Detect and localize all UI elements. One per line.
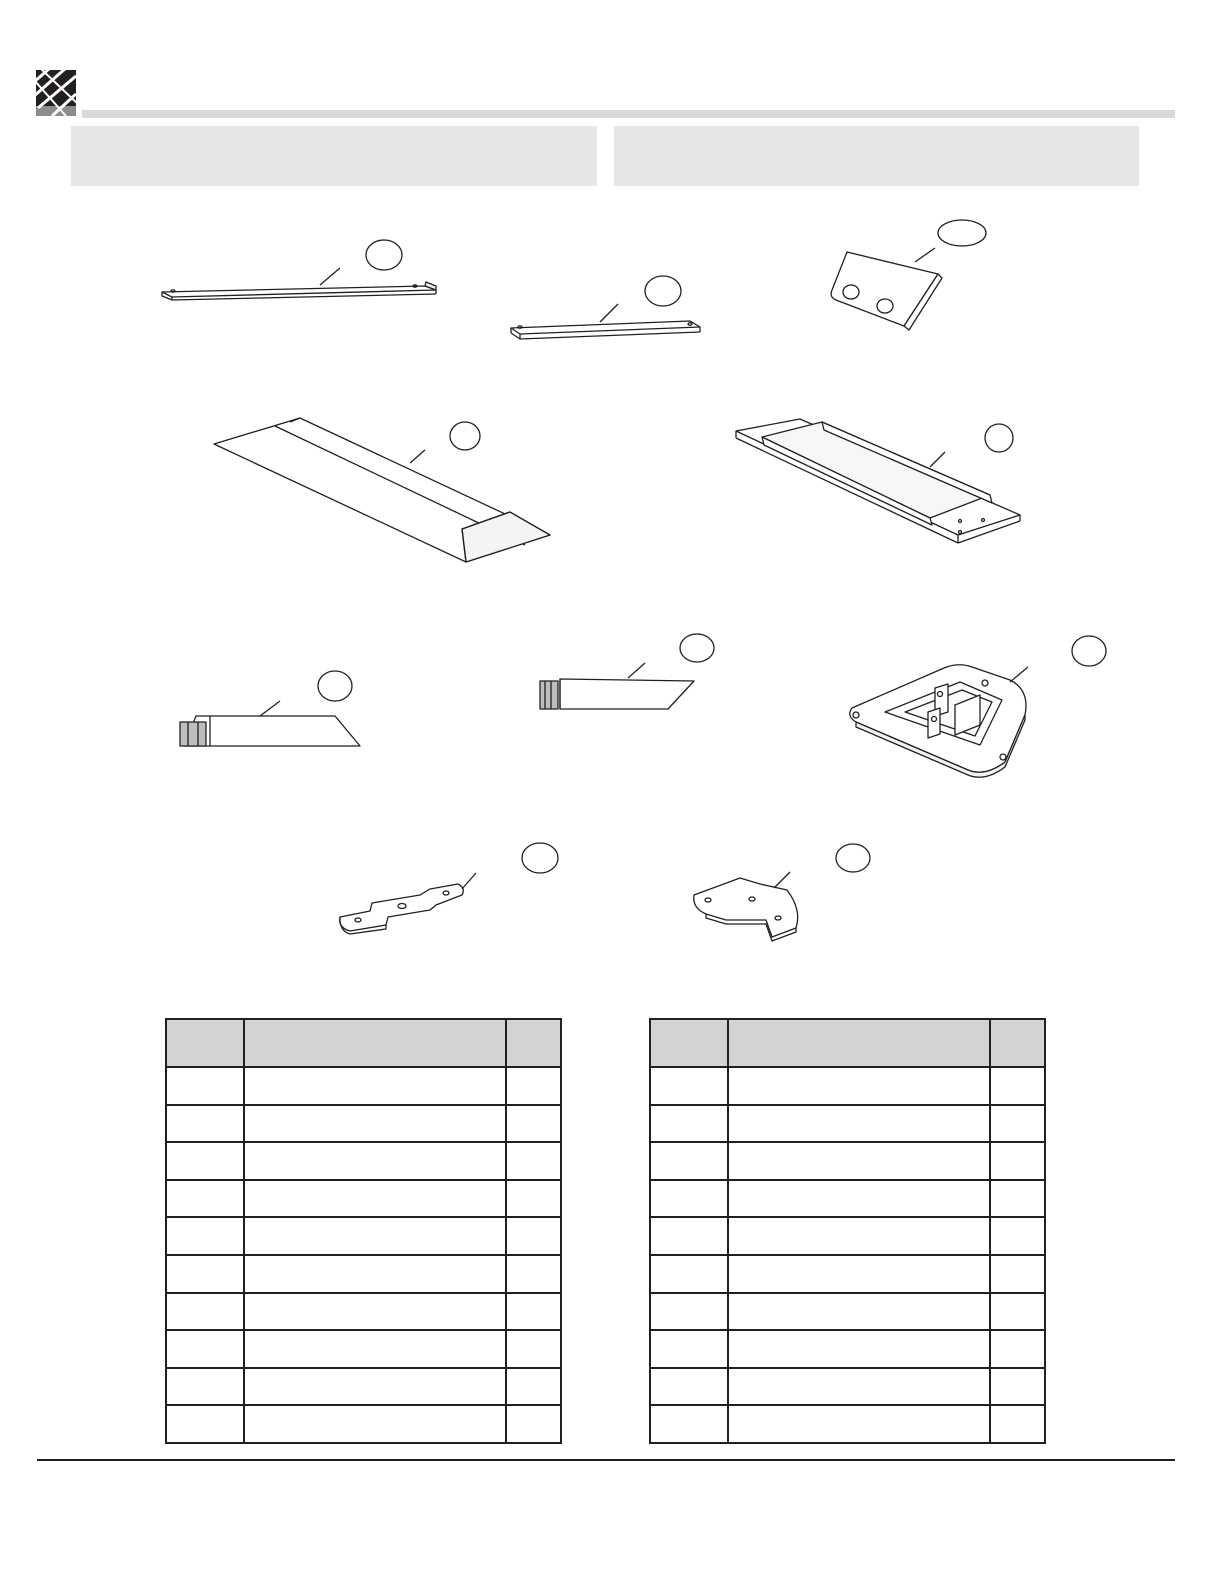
cell-part-no — [650, 1293, 728, 1331]
cell-part-no — [650, 1217, 728, 1255]
cell-qty — [506, 1255, 561, 1293]
cell-qty — [990, 1405, 1045, 1443]
cell-part-no — [166, 1142, 244, 1180]
cell-qty — [990, 1255, 1045, 1293]
cell-description — [728, 1405, 990, 1443]
table-row — [166, 1180, 561, 1218]
table-header-row — [650, 1019, 1045, 1067]
cell-qty — [506, 1368, 561, 1406]
table-row — [650, 1180, 1045, 1218]
cell-part-no — [166, 1330, 244, 1368]
cell-qty — [990, 1180, 1045, 1218]
channel-tray-icon — [736, 419, 1020, 543]
angle-plate-icon — [694, 844, 870, 941]
table-row — [166, 1142, 561, 1180]
cell-description — [244, 1330, 506, 1368]
table-row — [650, 1330, 1045, 1368]
cell-qty — [990, 1142, 1045, 1180]
cell-part-no — [166, 1105, 244, 1143]
cell-qty — [506, 1330, 561, 1368]
straight-link-plate-icon — [340, 843, 558, 934]
cell-description — [244, 1255, 506, 1293]
cell-description — [728, 1067, 990, 1105]
cell-qty — [990, 1105, 1045, 1143]
cell-part-no — [650, 1180, 728, 1218]
cell-qty — [506, 1067, 561, 1105]
table-header-row — [166, 1019, 561, 1067]
cell-part-no — [650, 1255, 728, 1293]
cell-description — [728, 1293, 990, 1331]
cell-qty — [506, 1217, 561, 1255]
cell-part-no — [166, 1405, 244, 1443]
table-row — [650, 1067, 1045, 1105]
cell-qty — [506, 1142, 561, 1180]
cell-part-no — [166, 1180, 244, 1218]
cell-part-no — [166, 1067, 244, 1105]
cell-part-no — [650, 1405, 728, 1443]
table-row — [166, 1405, 561, 1443]
footer-rule — [37, 1459, 1175, 1461]
table-row — [166, 1255, 561, 1293]
col-header-description — [728, 1019, 990, 1067]
parts-table-left — [165, 1018, 562, 1444]
cell-description — [244, 1180, 506, 1218]
cell-description — [728, 1255, 990, 1293]
cell-qty — [506, 1105, 561, 1143]
bent-bracket-icon — [831, 220, 986, 330]
table-row — [650, 1405, 1045, 1443]
col-header-part-no — [166, 1019, 244, 1067]
cell-part-no — [650, 1330, 728, 1368]
cell-part-no — [650, 1105, 728, 1143]
table-row — [166, 1217, 561, 1255]
cell-qty — [990, 1368, 1045, 1406]
short-tube-icon — [511, 276, 700, 339]
cell-description — [728, 1180, 990, 1218]
cell-qty — [990, 1330, 1045, 1368]
cell-qty — [990, 1293, 1045, 1331]
long-shelf-icon — [180, 671, 360, 746]
cell-qty — [990, 1067, 1045, 1105]
table-row — [650, 1105, 1045, 1143]
table-row — [650, 1217, 1045, 1255]
cell-description — [728, 1142, 990, 1180]
table-row — [166, 1330, 561, 1368]
cell-description — [728, 1217, 990, 1255]
parts-table-right — [649, 1018, 1046, 1444]
table-row — [166, 1067, 561, 1105]
cell-part-no — [166, 1255, 244, 1293]
wedge-cover-icon — [214, 418, 550, 562]
table-row — [166, 1368, 561, 1406]
cell-part-no — [166, 1217, 244, 1255]
cell-description — [244, 1293, 506, 1331]
cell-description — [728, 1330, 990, 1368]
table-row — [650, 1142, 1045, 1180]
cell-description — [728, 1368, 990, 1406]
cell-description — [244, 1067, 506, 1105]
col-header-qty — [990, 1019, 1045, 1067]
cell-description — [244, 1368, 506, 1406]
short-shelf-icon — [540, 634, 714, 709]
cell-description — [244, 1142, 506, 1180]
table-row — [650, 1293, 1045, 1331]
col-header-qty — [506, 1019, 561, 1067]
triangle-base-plate-icon — [850, 636, 1106, 777]
col-header-description — [244, 1019, 506, 1067]
table-row — [166, 1105, 561, 1143]
cell-part-no — [650, 1142, 728, 1180]
cell-qty — [506, 1293, 561, 1331]
cell-part-no — [166, 1293, 244, 1331]
table-row — [650, 1255, 1045, 1293]
cell-part-no — [650, 1368, 728, 1406]
cell-qty — [506, 1405, 561, 1443]
long-tube-icon — [162, 240, 436, 300]
col-header-part-no — [650, 1019, 728, 1067]
cell-description — [244, 1217, 506, 1255]
cell-qty — [990, 1217, 1045, 1255]
table-row — [650, 1368, 1045, 1406]
cell-part-no — [166, 1368, 244, 1406]
cell-description — [244, 1105, 506, 1143]
cell-description — [728, 1105, 990, 1143]
cell-description — [244, 1405, 506, 1443]
cell-part-no — [650, 1067, 728, 1105]
cell-qty — [506, 1180, 561, 1218]
table-row — [166, 1293, 561, 1331]
